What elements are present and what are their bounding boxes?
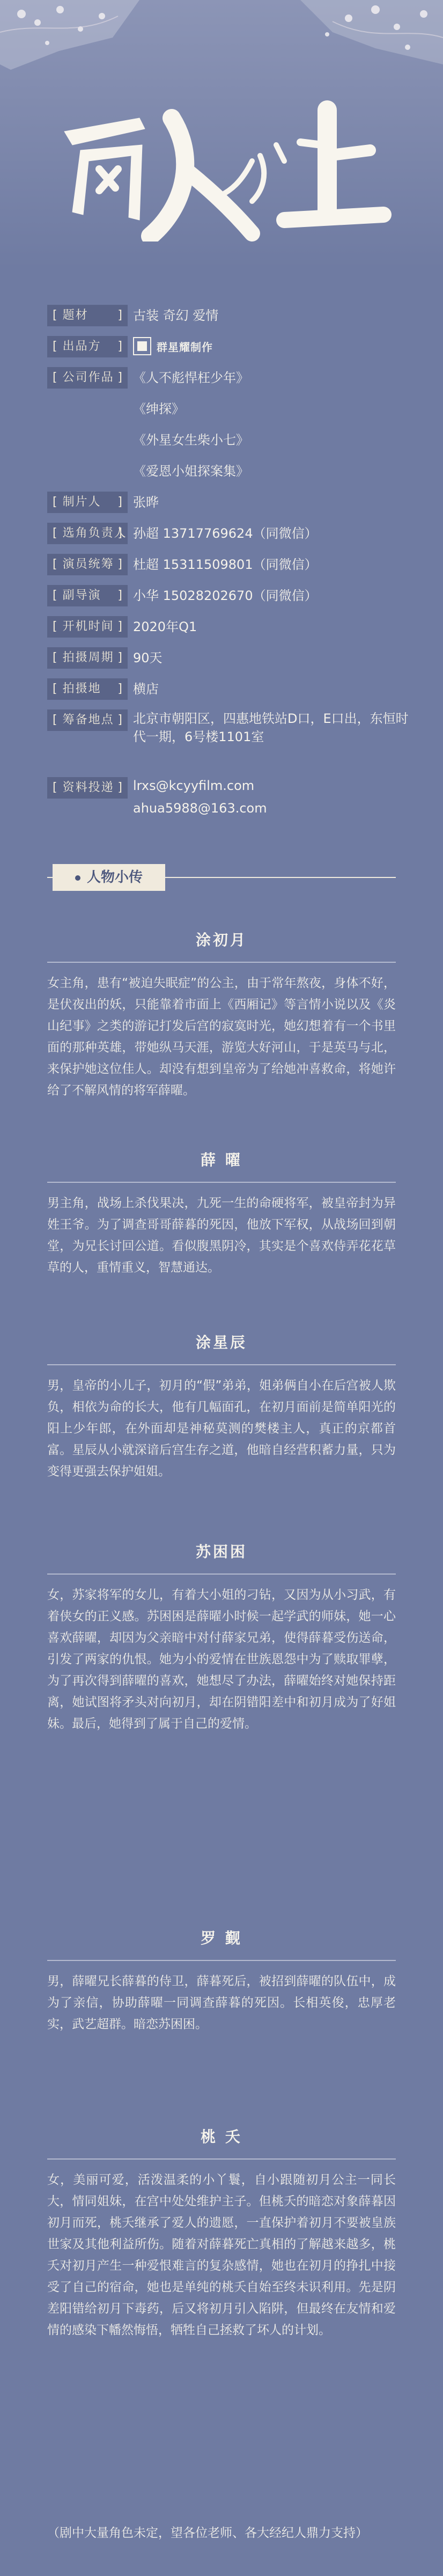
info-row-location bbox=[47, 674, 412, 705]
character-card bbox=[47, 1326, 396, 1479]
character-divider bbox=[47, 1574, 396, 1575]
work-item: 《爱恩小姐探案集》 bbox=[133, 464, 249, 479]
info-row-producer bbox=[47, 332, 412, 363]
info-row-assistant-director bbox=[47, 581, 412, 612]
character-head bbox=[47, 2120, 396, 2152]
works-list bbox=[133, 367, 249, 492]
info-row-genre bbox=[47, 301, 412, 332]
calligraphy-title-icon bbox=[48, 80, 392, 241]
info-row-email bbox=[47, 773, 412, 824]
character-description: 男主角，战场上杀伐果决，九死一生的命硬将军，被皇帝封为异姓王爷。为了调查哥哥薛暮的死因，他放下军权，从战场回到朝堂，为兄长讨回公道。看似腹黑阴冷，其实是个喜欢侍弄花花草草的人，重情重义，智慧通达。 bbox=[47, 1196, 396, 1275]
roles-banner bbox=[47, 864, 396, 891]
character-description: 男，皇帝的小儿子，初月的“假”弟弟，姐弟俩自小在后宫被人欺负，相依为命的长大，他有几幅面孔，在初月面前是简单阳光的阳上少年郎，在外面却是神秘莫测的樊楼主人，真正的京都首富。星辰从小就深谙后宫生存之道，他暗自经营积蓄力量，只为变得更强去保护姐姐。 bbox=[47, 1379, 396, 1479]
info-row-casting-director bbox=[47, 550, 412, 581]
character-divider bbox=[47, 2158, 396, 2160]
character-description: 女，美丽可爱，活泼温柔的小丫鬟，自小跟随初月公主一同长大，情同姐妹，在宫中处处维护主子。但桃夭的暗恋对象薛暮因初月而死，桃夭继承了爱人的遗愿，一直保护着初月不要被皇族世家及其他利益所伤。随着对薛暮死亡真相的了解越来越多，桃夭对初月产生一种爱恨难言的复杂感情，她也在初月的挣扎中接受了自己的宿命，她也是单纯的桃夭自始至终未识利用。先是阴差阳错给初月下毒药，后又将初月引入陷阱，但最终在友情和爱情的感染下幡然悔悟，牺牲自己拯救了坏人的计划。 bbox=[47, 2173, 396, 2337]
character-name: 涂初月 bbox=[195, 931, 247, 949]
character-card bbox=[47, 1535, 396, 1731]
character-head bbox=[47, 1326, 396, 1358]
poster-header bbox=[0, 0, 443, 268]
info-value: 古装 奇幻 爱情 bbox=[133, 308, 219, 323]
character-head bbox=[47, 1143, 396, 1175]
character-head bbox=[47, 1921, 396, 1953]
info-label: [ 公司作品 ] bbox=[47, 367, 128, 389]
character-card bbox=[47, 2120, 396, 2337]
footer-note: （剧中大量角色未定，望各位老师、各大经纪人鼎力支持） bbox=[47, 2526, 368, 2540]
info-value: 横店 bbox=[133, 682, 159, 697]
info-label: [ 副导演 ] bbox=[47, 585, 128, 606]
banner-tag bbox=[53, 864, 165, 891]
character-name: 薛 曜 bbox=[201, 1151, 242, 1169]
work-item: 《绅探》 bbox=[133, 401, 184, 416]
info-label: [ 选角负责人 ] bbox=[47, 523, 128, 544]
info-row-shoot-period bbox=[47, 643, 412, 674]
info-label: [ 出品方 ] bbox=[47, 336, 128, 357]
work-item: 《外星女生柴小七》 bbox=[133, 433, 249, 448]
character-head bbox=[47, 923, 396, 955]
roles-banner-label: 人物小传 bbox=[86, 869, 143, 885]
email-primary[interactable]: lrxs@kcyyfilm.com bbox=[133, 778, 255, 793]
character-name: 苏困困 bbox=[195, 1543, 247, 1561]
character-divider bbox=[47, 1182, 396, 1183]
info-value: 张晔 bbox=[133, 495, 159, 510]
work-item: 《人不彪悍枉少年》 bbox=[133, 370, 249, 385]
info-label: [ 拍摄周期 ] bbox=[47, 647, 128, 669]
info-row-office bbox=[47, 705, 412, 773]
character-description: 女，苏家将军的女儿，有着大小姐的刁钻，又因为从小习武，有着侠女的正义感。苏困困是薛曜小时候一起学武的师妹，她一心喜欢薛曜，却因为父亲暗中对付薛家兄弟，使得薛暮受伤送命，引发了两家的仇恨。她为小的爱情在世族恩怨中为了赎取罪孽，为了再次得到薛曜的喜欢，她想尽了办法，薛曜始终对她保持距离，她试图将矛头对向初月，却在阴错阳差中和初月成为了好姐妹。最后，她得到了属于自己的爱情。 bbox=[47, 1588, 396, 1731]
studio-mark-icon bbox=[133, 337, 151, 355]
character-name: 桃 夭 bbox=[201, 2128, 242, 2146]
character-divider bbox=[47, 1960, 396, 1961]
info-value: 90天 bbox=[133, 650, 163, 665]
email-secondary[interactable]: ahua5988@163.com bbox=[133, 801, 267, 816]
info-value: 北京市朝阳区，四惠地铁站D口，E口出，东恒时代一期，6号楼1101室 bbox=[133, 711, 409, 744]
info-label: [ 题材 ] bbox=[47, 305, 128, 326]
production-info bbox=[47, 301, 412, 824]
info-label: [ 演员统筹 ] bbox=[47, 554, 128, 575]
character-description: 女主角，患有“被迫失眠症”的公主，由于常年熬夜，身体不好，是伏夜出的妖，只能靠着市面上《西厢记》等言情小说以及《炎山纪事》之类的游记打发后宫的寂寞时光，她幻想着有一个书里面的那种英雄，带她纵马天涯，游览大好河山，于是英马与北，来保护她这位佳人。却没有想到皇帝为了给她冲喜救命，将她许给了不解风情的将军薛曜。 bbox=[47, 976, 396, 1097]
info-value: 孙超 13717769624（同微信） bbox=[133, 526, 318, 541]
character-divider bbox=[47, 962, 396, 963]
info-row-start-time bbox=[47, 612, 412, 643]
info-row-producer-person bbox=[47, 487, 412, 518]
info-label: [ 制片人 ] bbox=[47, 492, 128, 513]
character-head bbox=[47, 1535, 396, 1567]
info-value: 杜超 15311509801（同微信） bbox=[133, 557, 318, 572]
title-art bbox=[48, 80, 392, 241]
info-row-casting-lead bbox=[47, 518, 412, 550]
character-name: 罗 觐 bbox=[201, 1929, 242, 1947]
info-label: [ 开机时间 ] bbox=[47, 616, 128, 638]
character-card bbox=[47, 1921, 396, 2031]
studio-logo bbox=[133, 337, 213, 355]
character-description: 男，薛曜兄长薛暮的侍卫，薛暮死后，被招到薛曜的队伍中，成为了亲信，协助薛曜一同调查薛暮的死因。长相英俊，忠厚老实，武艺超群。暗恋苏困困。 bbox=[47, 1974, 396, 2031]
character-name: 涂星辰 bbox=[195, 1334, 247, 1351]
info-value: 小华 15028202670（同微信） bbox=[133, 588, 318, 603]
character-card bbox=[47, 1143, 396, 1275]
character-divider bbox=[47, 1364, 396, 1365]
info-label: [ 资料投递 ] bbox=[47, 777, 128, 799]
info-label: [ 筹备地点 ] bbox=[47, 709, 128, 731]
banner-dot-icon bbox=[75, 875, 80, 881]
info-value: 2020年Q1 bbox=[133, 619, 197, 634]
character-card bbox=[47, 923, 396, 1097]
info-label: [ 拍摄地 ] bbox=[47, 678, 128, 700]
studio-name: 群星耀制作 bbox=[157, 340, 213, 354]
info-row-works bbox=[47, 363, 412, 487]
